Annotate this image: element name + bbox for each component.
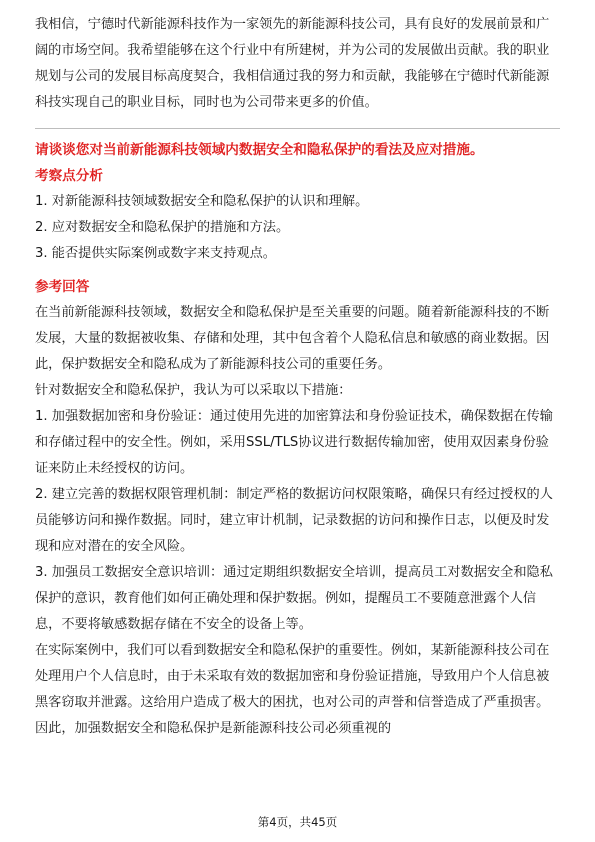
answer-measure: 2. 建立完善的数据权限管理机制：制定严格的数据访问权限策略，确保只有经过授权的人员能够访问和操作数据。同时，建立审计机制，记录数据的访问和操作日志，以便及时发现和应对潜在的安全风险。 (35, 487, 553, 554)
answer-paragraph: 在实际案例中，我们可以看到数据安全和隐私保护的重要性。例如，某新能源科技公司在处理用户个人信息时，由于未采取有效的数据加密和身份验证措施，导致用户个人信息被黑客窃取并泄露。这给用户造成了极大的困扰，也对公司的声誉和信誉造成了严重损害。因此，加强数据安全和隐私保护是新能源科技公司必须重视的 (35, 643, 550, 736)
section-divider (35, 128, 560, 129)
answer-measure: 1. 加强数据加密和身份验证：通过使用先进的加密算法和身份验证技术，确保数据在传输和存储过程中的安全性。例如，采用SSL/TLS协议进行数据传输加密，使用双因素身份验证来防止未经授权的访问。 (35, 409, 553, 476)
analysis-points (35, 189, 560, 267)
intro-paragraph: 我相信，宁德时代新能源科技作为一家领先的新能源科技公司，具有良好的发展前景和广阔的市场空间。我希望能够在这个行业中有所建树，并为公司的发展做出贡献。我的职业规划与公司的发展目标高度契合，我相信通过我的努力和贡献，我能够在宁德时代新能源科技实现自己的职业目标，同时也为公司带来更多的价值。 (35, 17, 550, 110)
analysis-point: 2. 应对数据安全和隐私保护的措施和方法。 (35, 220, 290, 235)
document-page (35, 0, 560, 742)
answer-heading: 参考回答 (35, 279, 90, 295)
answer-paragraph: 在当前新能源科技领域，数据安全和隐私保护是至关重要的问题。随着新能源科技的不断发展，大量的数据被收集、存储和处理，其中包含着个人隐私信息和敏感的商业数据。因此，保护数据安全和隐私成为了新能源科技公司的重要任务。 (35, 305, 550, 372)
analysis-heading: 考察点分析 (35, 168, 103, 184)
question-title: 请谈谈您对当前新能源科技领域内数据安全和隐私保护的看法及应对措施。 (35, 142, 484, 158)
analysis-point: 1. 对新能源科技领域数据安全和隐私保护的认识和理解。 (35, 194, 369, 209)
answer-measure: 3. 加强员工数据安全意识培训：通过定期组织数据安全培训，提高员工对数据安全和隐私保护的意识，教育他们如何正确处理和保护数据。例如，提醒员工不要随意泄露个人信息，不要将敏感数据存储在不安全的设备上等。 (35, 565, 553, 632)
page-number: 第4页，共45页 (257, 815, 338, 829)
answer-paragraph: 针对数据安全和隐私保护，我认为可以采取以下措施： (35, 383, 352, 398)
analysis-point: 3. 能否提供实际案例或数字来支持观点。 (35, 246, 276, 261)
